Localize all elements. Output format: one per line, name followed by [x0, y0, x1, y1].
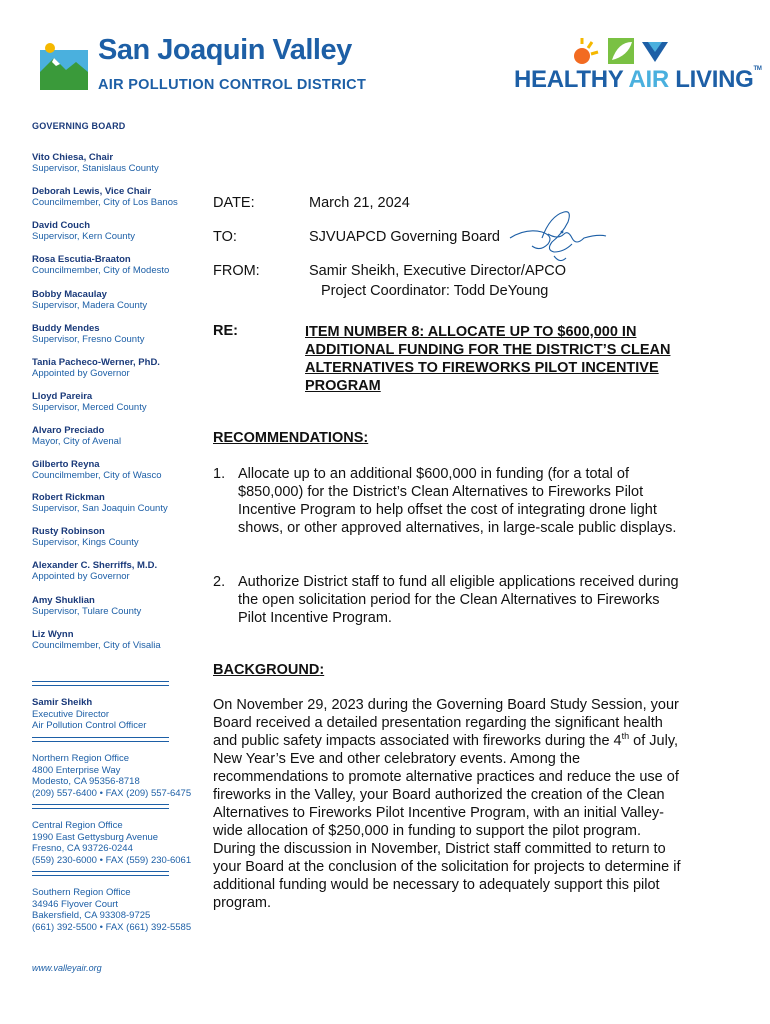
member-name: Alvaro Preciado [32, 425, 105, 436]
member-name: Alexander C. Sherriffs, M.D. [32, 560, 158, 571]
board-member [32, 391, 212, 413]
executive-title: Executive Director [32, 708, 110, 720]
office-line: 34946 Flyover Court [32, 898, 119, 910]
member-title: Mayor, City of Avenal [32, 436, 122, 447]
member-title: Supervisor, Tulare County [32, 606, 142, 617]
recommendations-heading-colon: : [363, 430, 369, 446]
hal-trademark: TM [753, 66, 762, 72]
recommendation-item [213, 573, 683, 627]
executive-name: Samir Sheikh [32, 697, 93, 708]
board-member [32, 357, 212, 379]
hal-part3: LIVING [668, 66, 754, 93]
office-name: Northern Region Office [32, 753, 129, 764]
board-member [32, 323, 212, 345]
office-block [32, 820, 212, 866]
executive-role: Air Pollution Control Officer [32, 720, 147, 731]
board-member [32, 560, 212, 582]
date-value: March 21, 2024 [309, 195, 410, 211]
governing-board-heading: GOVERNING BOARD [32, 121, 126, 131]
member-name: Rosa Escutia-Braaton [32, 254, 131, 265]
organization-subtitle: AIR POLLUTION CONTROL DISTRICT [98, 77, 367, 93]
member-title: Supervisor, Fresno County [32, 334, 145, 345]
board-member [32, 629, 212, 651]
sidebar-divider [32, 737, 169, 742]
hal-part1: HEALTHY [514, 66, 629, 93]
re-subject: ITEM NUMBER 8: ALLOCATE UP TO $600,000 IN ADDITIONAL FUNDING FOR THE DISTRICT’S CLEAN ALTERNATIVES TO FIREWORKS PILOT INCENTIVE PROGRAM [305, 324, 671, 394]
member-title: Councilmember, City of Wasco [32, 470, 162, 481]
member-name: Amy Shuklian [32, 595, 95, 606]
to-value: SJVUAPCD Governing Board [309, 229, 500, 245]
member-name: Liz Wynn [32, 629, 74, 640]
ordinal-suffix: th [621, 731, 630, 742]
board-member [32, 425, 212, 447]
member-title: Supervisor, Kern County [32, 231, 135, 242]
member-title: Supervisor, San Joaquin County [32, 503, 168, 514]
member-title: Appointed by Governor [32, 368, 130, 379]
organization-name: San Joaquin Valley [98, 34, 352, 66]
board-member [32, 595, 212, 617]
member-name: Lloyd Pareira [32, 391, 93, 402]
office-block [32, 887, 212, 933]
background-heading-text: BACKGROUND [213, 662, 320, 678]
member-title: Councilmember, City of Modesto [32, 265, 170, 276]
office-line: Bakersfield, CA 93308-9725 [32, 910, 151, 921]
member-title: Appointed by Governor [32, 571, 130, 582]
office-name: Central Region Office [32, 820, 123, 831]
from-label: FROM: [213, 263, 260, 279]
re-label: RE: [213, 323, 238, 339]
member-name: David Couch [32, 220, 91, 231]
date-label: DATE: [213, 195, 255, 211]
member-title: Councilmember, City of Visalia [32, 640, 161, 651]
board-member [32, 459, 212, 481]
signature-image [502, 208, 608, 270]
office-line: (559) 230-6000 • FAX (559) 230-6061 [32, 854, 192, 866]
website-link[interactable]: www.valleyair.org [32, 963, 102, 973]
member-title: Supervisor, Merced County [32, 402, 147, 413]
member-title: Supervisor, Stanislaus County [32, 163, 159, 174]
recommendation-text: Allocate up to an additional $600,000 in funding (for a total of $850,000) for the District’s Clean Alternatives to Fireworks Pilot Incentive Program to help offset the cost of integrating drone light shows, or other approved alternatives, in large-scale public displays. [238, 466, 677, 536]
member-title: Supervisor, Madera County [32, 300, 148, 311]
board-member [32, 526, 212, 548]
member-name: Rusty Robinson [32, 526, 105, 537]
board-member [32, 220, 212, 242]
member-name: Gilberto Reyna [32, 459, 100, 470]
board-member [32, 289, 212, 311]
member-name: Robert Rickman [32, 492, 105, 503]
office-name: Southern Region Office [32, 887, 131, 898]
recommendation-number: 2. [213, 574, 226, 590]
board-member [32, 186, 212, 208]
healthy-air-living-icon [574, 38, 668, 66]
board-member [32, 492, 212, 514]
executive-block [32, 697, 212, 732]
background-paragraph [213, 696, 685, 912]
sidebar-divider [32, 681, 169, 686]
background-text-part1: On November 29, 2023 during the Governing Board Study Session, your Board received a detailed presentation regarding the significant health and public safety impacts associated with fireworks during the 4 [213, 697, 679, 749]
member-name: Bobby Macaulay [32, 289, 107, 300]
district-logo-icon [38, 40, 90, 92]
board-member [32, 254, 212, 276]
background-text-part2: of July, New Year’s Eve and other celebratory events. Among the recommendations to promote alternative practices and reduce the use of fireworks in the Valley, your Board authorized the creation of the Clean Alternatives to Fireworks Pilot Incentive Program, with an initial Valley-wide allocation of $250,000 in funding to support the pilot program. During the discussion in November, District staff committed to return to your Board at the conclusion of the solicitation for projects to determine if additional funding would be necessary to adequately support this pilot program. [213, 733, 681, 911]
member-title: Councilmember, City of Los Banos [32, 197, 178, 208]
recommendation-number: 1. [213, 466, 226, 482]
background-heading [213, 662, 324, 678]
member-title: Supervisor, Kings County [32, 537, 139, 548]
sidebar-divider [32, 871, 169, 876]
from-value: Samir Sheikh, Executive Director/APCO [309, 263, 567, 279]
member-name: Vito Chiesa, Chair [32, 152, 114, 163]
recommendation-item [213, 465, 683, 537]
background-heading-colon: : [319, 662, 325, 678]
recommendations-heading [213, 430, 368, 446]
office-line: 4800 Enterprise Way [32, 764, 121, 776]
office-line: Modesto, CA 95356-8718 [32, 776, 140, 787]
board-member [32, 152, 212, 174]
member-name: Deborah Lewis, Vice Chair [32, 186, 152, 197]
office-block [32, 753, 212, 799]
office-line: (209) 557-6400 • FAX (209) 557-6475 [32, 787, 192, 799]
recommendation-text: Authorize District staff to fund all eligible applications received during the open solicitation period for the Clean Alternatives to Fireworks Pilot Incentive Program. [238, 574, 679, 626]
healthy-air-living-wordmark [514, 66, 762, 94]
recommendations-heading-text: RECOMMENDATIONS [213, 430, 364, 446]
member-name: Buddy Mendes [32, 323, 100, 334]
hal-part2: AIR [628, 66, 669, 93]
office-line: (661) 392-5500 • FAX (661) 392-5585 [32, 921, 192, 933]
project-coordinator: Project Coordinator: Todd DeYoung [321, 283, 549, 299]
to-label: TO: [213, 229, 237, 245]
office-line: Fresno, CA 93726-0244 [32, 843, 133, 854]
office-line: 1990 East Gettysburg Avenue [32, 831, 159, 843]
sidebar-divider [32, 804, 169, 809]
member-name: Tania Pacheco-Werner, PhD. [32, 357, 160, 368]
